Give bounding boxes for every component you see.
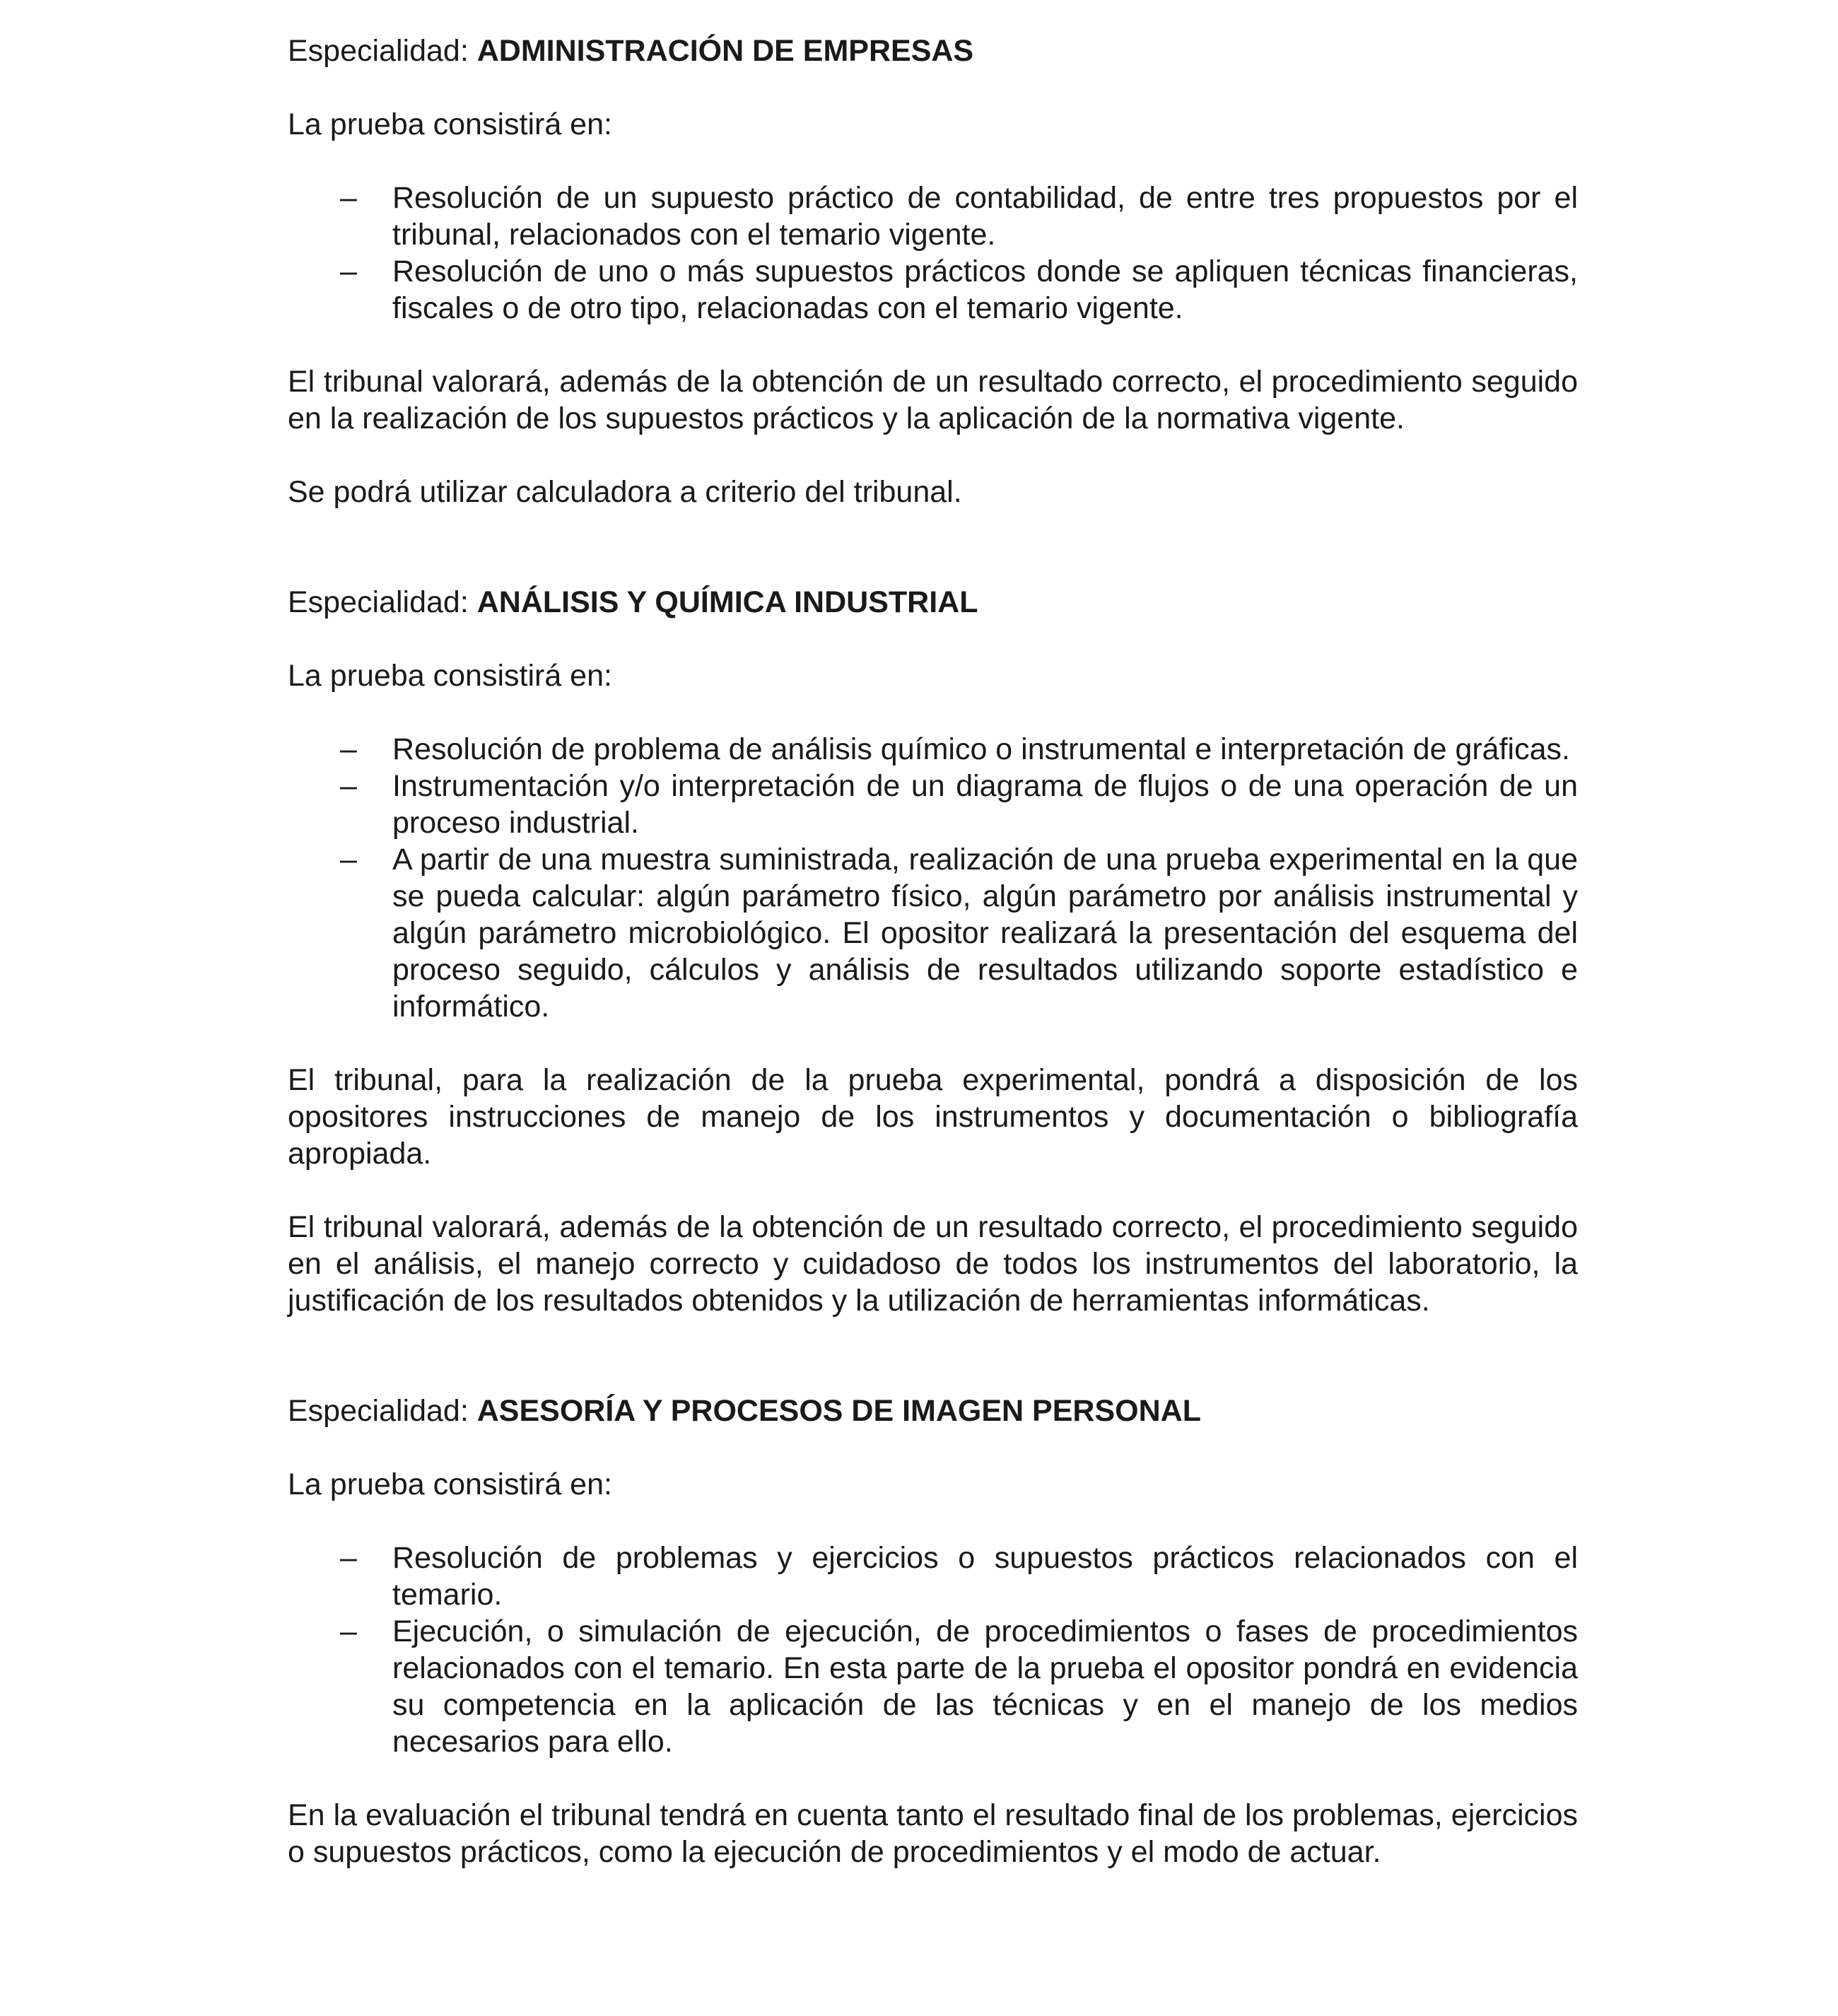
list-item — [288, 253, 1578, 327]
paragraph: El tribunal valorará, además de la obtención de un resultado correcto, el procedimiento seguido en el análisis, el manejo correcto y cuidadoso de todos los instrumentos del laboratorio, la justificación de los resultados obtenidos y la utilización de herramientas informáticas. — [288, 1210, 1578, 1318]
list-item — [288, 731, 1578, 768]
section-administracion-empresas — [288, 33, 1578, 510]
dash-bullet: – — [340, 843, 357, 877]
dash-bullet: – — [340, 1614, 357, 1648]
section-intro: La prueba consistirá en: — [288, 1467, 612, 1501]
dash-bullet: – — [340, 181, 357, 215]
section-asesoria-imagen-personal — [288, 1393, 1578, 1870]
paragraph: El tribunal, para la realización de la prueba experimental, pondrá a disposición de los opositores instrucciones de manejo de los instrumentos y documentación o bibliografía apropiada. — [288, 1063, 1578, 1171]
dash-bullet: – — [340, 732, 357, 766]
dash-bullet: – — [340, 769, 357, 803]
list-item — [288, 1540, 1578, 1613]
list-item-text: Resolución de problema de análisis químico o instrumental e interpretación de gráficas. — [392, 732, 1570, 766]
list-item — [288, 841, 1578, 1025]
section-intro: La prueba consistirá en: — [288, 107, 612, 141]
heading-label: Especialidad: — [288, 1394, 469, 1428]
paragraph: Se podrá utilizar calculadora a criterio del tribunal. — [288, 475, 962, 509]
list-item-text: Instrumentación y/o interpretación de un diagrama de flujos o de una operación de un proceso industrial. — [392, 769, 1578, 840]
paragraph: El tribunal valorará, además de la obtención de un resultado correcto, el procedimiento seguido en la realización de los supuestos prácticos y la aplicación de la normativa vigente. — [288, 365, 1578, 435]
list-item — [288, 768, 1578, 841]
paragraph: En la evaluación el tribunal tendrá en cuenta tanto el resultado final de los problemas, ejercicios o supuestos prácticos, como la ejecución de procedimientos y el modo de actuar. — [288, 1798, 1578, 1869]
heading-label: Especialidad: — [288, 34, 469, 68]
item-list — [288, 180, 1578, 327]
heading-specialty-name: ASESORÍA Y PROCESOS DE IMAGEN PERSONAL — [476, 1394, 1201, 1428]
section-heading — [288, 33, 1578, 69]
section-heading — [288, 1393, 1578, 1429]
item-list — [288, 731, 1578, 1025]
list-item — [288, 180, 1578, 253]
list-item-text: Resolución de uno o más supuestos prácticos donde se apliquen técnicas financieras, fiscales o de otro tipo, relacionadas con el temario vigente. — [392, 254, 1578, 325]
list-item-text: Ejecución, o simulación de ejecución, de procedimientos o fases de procedimientos relacionados con el temario. En esta parte de la prueba el opositor pondrá en evidencia su competencia en la aplicación de las técnicas y en el manejo de los medios necesarios para ello. — [392, 1614, 1578, 1759]
list-item-text: Resolución de problemas y ejercicios o supuestos prácticos relacionados con el temario. — [392, 1541, 1578, 1612]
section-intro: La prueba consistirá en: — [288, 659, 612, 693]
item-list — [288, 1540, 1578, 1760]
list-item — [288, 1613, 1578, 1760]
dash-bullet: – — [340, 254, 357, 288]
dash-bullet: – — [340, 1541, 357, 1575]
heading-specialty-name: ADMINISTRACIÓN DE EMPRESAS — [476, 34, 974, 68]
heading-label: Especialidad: — [288, 585, 469, 619]
document-page — [288, 33, 1578, 1870]
list-item-text: Resolución de un supuesto práctico de contabilidad, de entre tres propuestos por el tribunal, relacionados con el temario vigente. — [392, 181, 1578, 252]
list-item-text: A partir de una muestra suministrada, realización de una prueba experimental en la que se pueda calcular: algún parámetro físico, algún parámetro por análisis instrumental y algún parámetro microbiológico. El opositor realizará la presentación del esquema del proceso seguido, cálculos y análisis de resultados utilizando soporte estadístico e informático. — [392, 843, 1578, 1024]
section-heading — [288, 584, 1578, 621]
heading-specialty-name: ANÁLISIS Y QUÍMICA INDUSTRIAL — [476, 585, 978, 619]
section-analisis-quimica-industrial — [288, 584, 1578, 1319]
